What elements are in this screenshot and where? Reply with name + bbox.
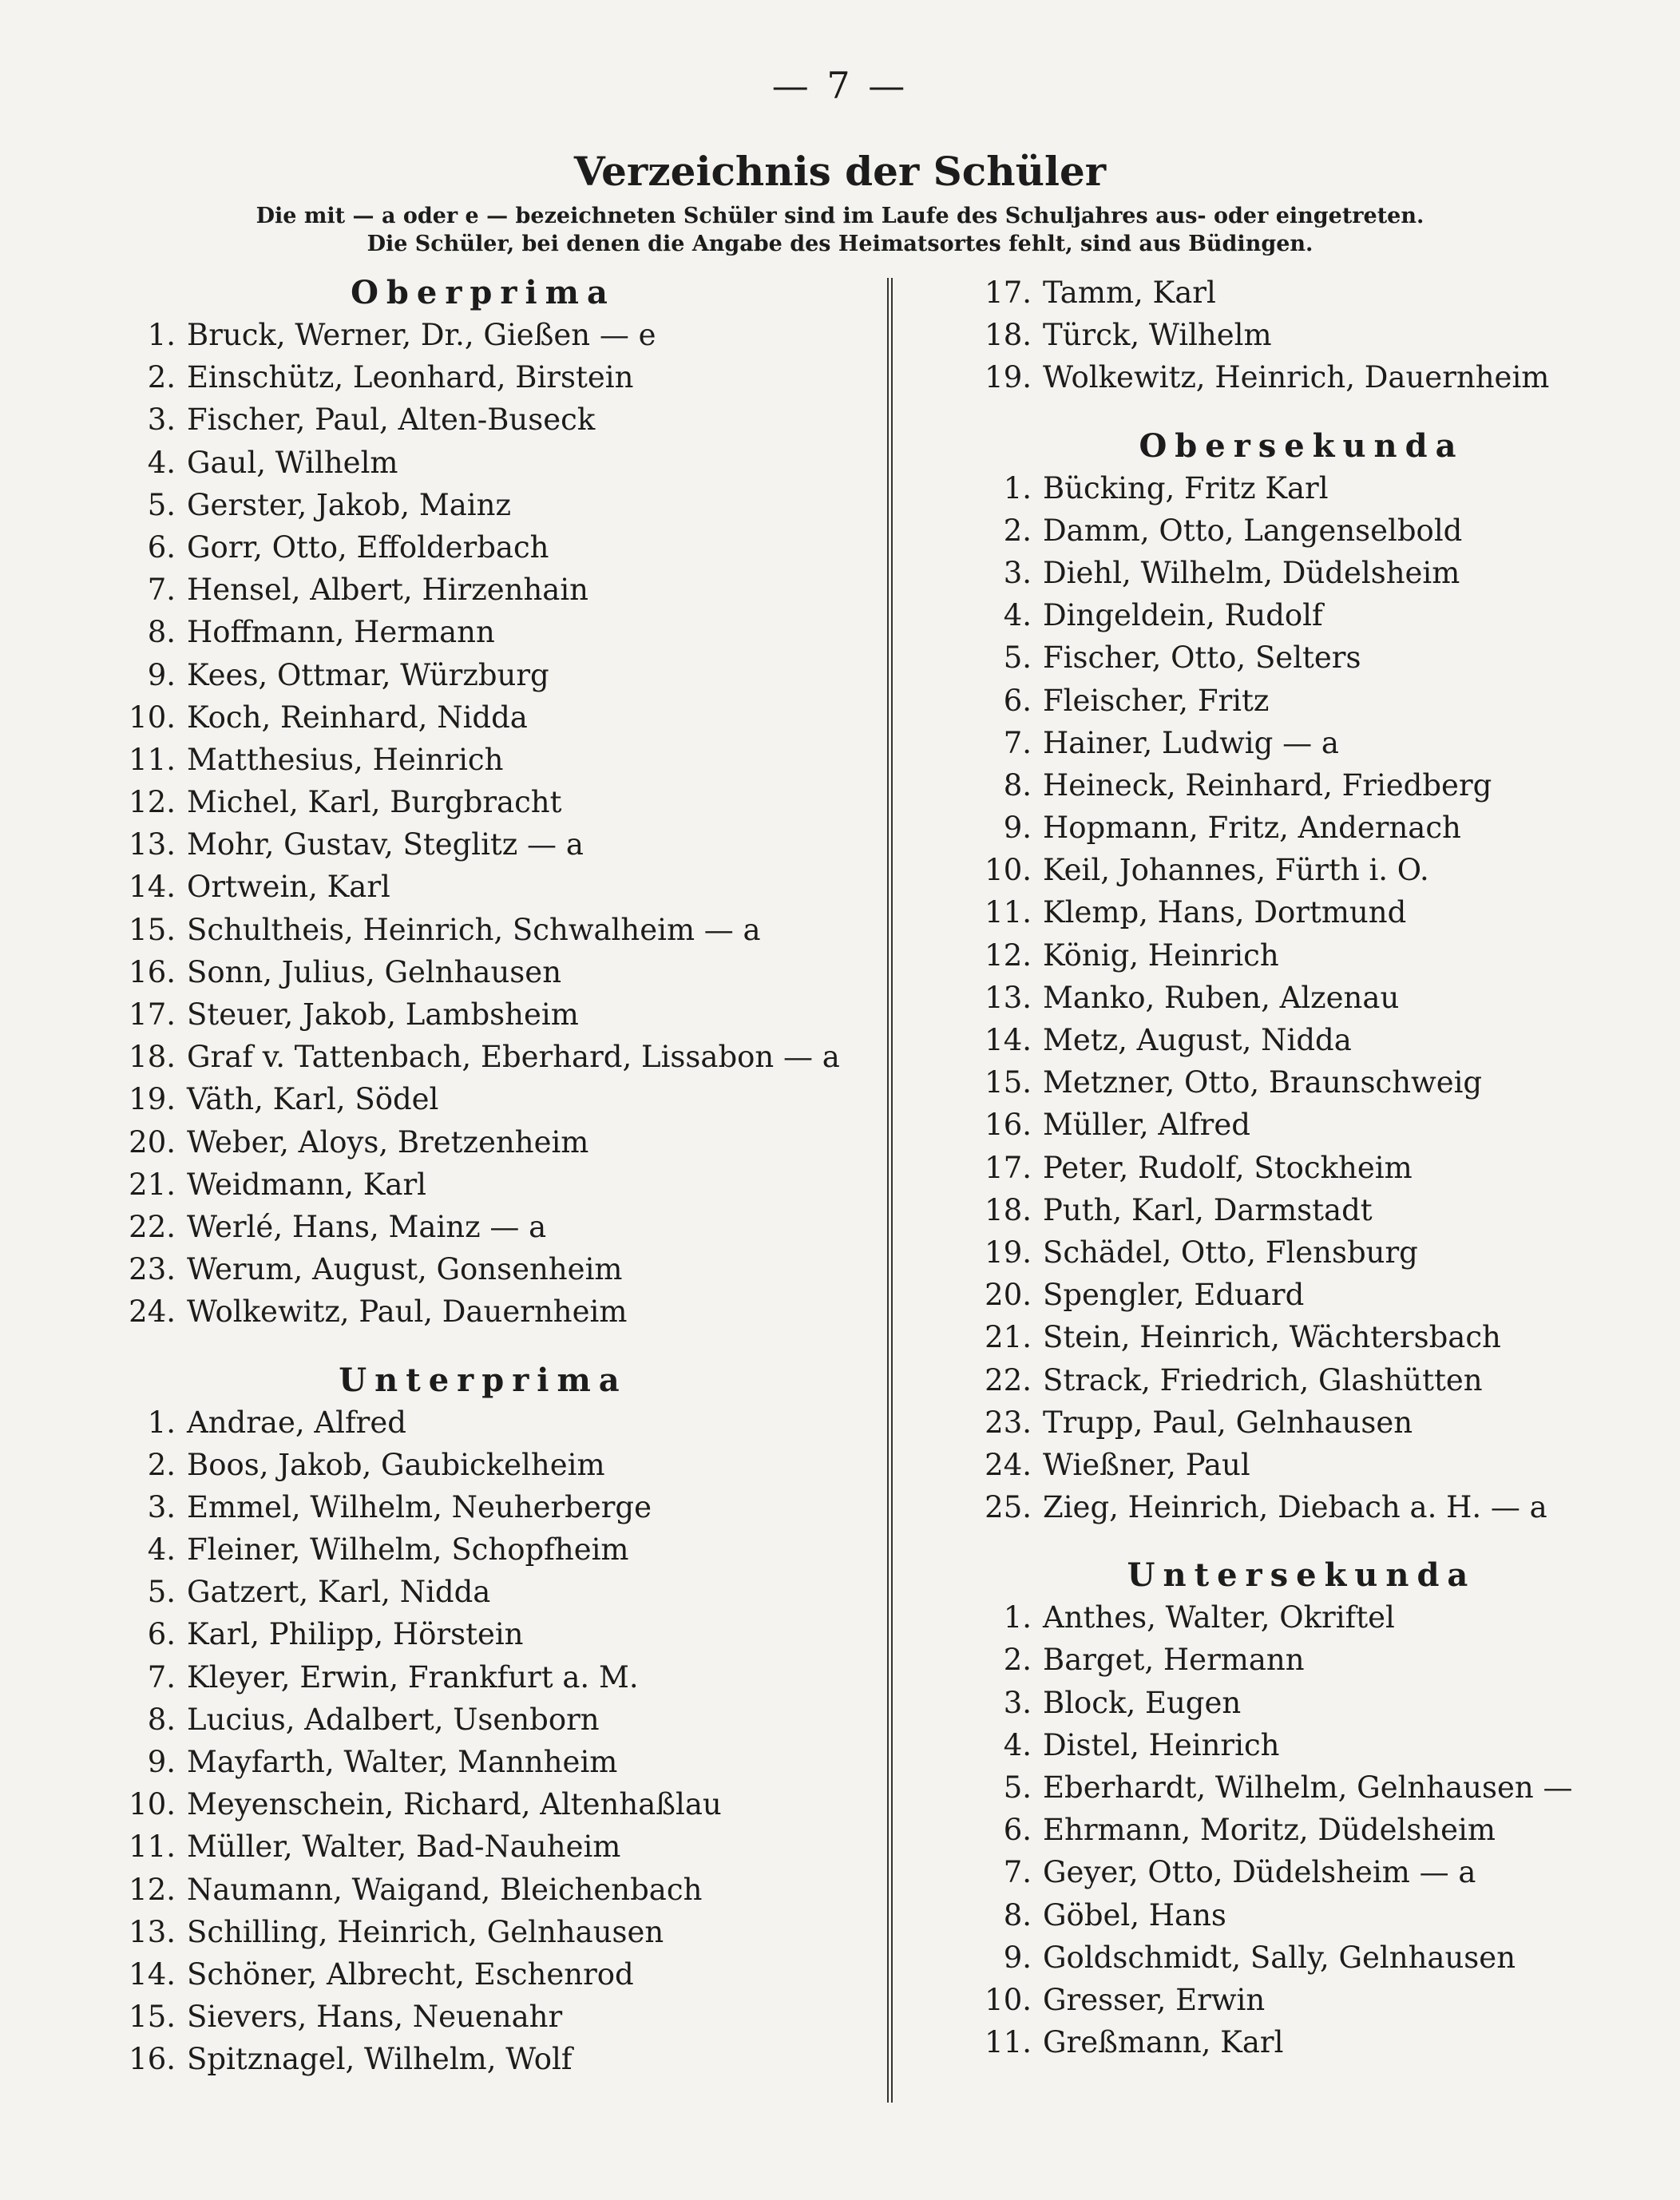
student-name: Goldschmidt, Sally, Gelnhausen bbox=[1043, 1940, 1516, 1975]
student-entry bbox=[112, 1401, 854, 1444]
entry-number: 4. bbox=[1003, 1727, 1032, 1762]
student-name: Stein, Heinrich, Wächtersbach bbox=[1043, 1320, 1501, 1355]
student-entry bbox=[942, 1724, 1661, 1766]
student-name: Wolkewitz, Heinrich, Dauernheim bbox=[1043, 360, 1550, 395]
entry-number: 1. bbox=[1003, 1600, 1032, 1635]
student-name: Werlé, Hans, Mainz — a bbox=[187, 1209, 547, 1244]
student-name: Andrae, Alfred bbox=[187, 1405, 406, 1440]
student-name: Naumann, Waigand, Bleichenbach bbox=[187, 1872, 703, 1907]
student-name: Steuer, Jakob, Lambsheim bbox=[187, 997, 579, 1032]
entry-number: 1. bbox=[1003, 470, 1032, 505]
entry-number: 13. bbox=[129, 1914, 176, 1949]
entry-number: 10. bbox=[985, 1982, 1032, 2017]
student-name: Heineck, Reinhard, Friedberg bbox=[1043, 767, 1492, 803]
entry-number: 22. bbox=[985, 1362, 1032, 1397]
student-entry bbox=[942, 934, 1661, 977]
student-entry bbox=[942, 552, 1661, 594]
entry-number: 20. bbox=[985, 1278, 1032, 1313]
section-title: Unterprima bbox=[339, 1361, 628, 1399]
student-name: Wolkewitz, Paul, Dauernheim bbox=[187, 1294, 628, 1330]
student-name: Barget, Hermann bbox=[1043, 1643, 1305, 1678]
entry-number: 23. bbox=[129, 1252, 176, 1287]
student-entry bbox=[112, 781, 854, 823]
student-entry bbox=[112, 1911, 854, 1953]
entry-number: 14. bbox=[129, 1956, 176, 1992]
student-entry bbox=[942, 1274, 1661, 1316]
student-entry bbox=[942, 1936, 1661, 1979]
student-name: Karl, Philipp, Hörstein bbox=[187, 1617, 524, 1652]
student-name: Weidmann, Karl bbox=[187, 1167, 426, 1202]
entry-number: 16. bbox=[129, 954, 176, 989]
student-entry bbox=[112, 1444, 854, 1486]
student-entry bbox=[112, 866, 854, 908]
section-gap bbox=[112, 1334, 854, 1359]
section-title: Untersekunda bbox=[1127, 1556, 1476, 1595]
student-entry bbox=[112, 823, 854, 866]
student-name: Mohr, Gustav, Steglitz — a bbox=[187, 827, 584, 862]
student-name: Gresser, Erwin bbox=[1043, 1982, 1266, 2017]
student-name: Boos, Jakob, Gaubickelheim bbox=[187, 1447, 605, 1482]
student-name: Michel, Karl, Burgbracht bbox=[187, 785, 562, 820]
student-entry bbox=[112, 526, 854, 569]
student-entry bbox=[112, 611, 854, 653]
student-name: Gerster, Jakob, Mainz bbox=[187, 487, 511, 522]
section-title: Obersekunda bbox=[1139, 426, 1464, 465]
student-entry bbox=[942, 314, 1661, 356]
student-entry bbox=[942, 1596, 1661, 1639]
student-entry bbox=[112, 1656, 854, 1699]
student-entry bbox=[112, 442, 854, 484]
student-name: Matthesius, Heinrich bbox=[187, 742, 504, 777]
student-name: Graf v. Tattenbach, Eberhard, Lissabon — a bbox=[187, 1040, 840, 1075]
entry-number: 2. bbox=[147, 360, 176, 395]
student-name: Eberhardt, Wilhelm, Gelnhausen — bbox=[1043, 1770, 1573, 1805]
student-entry bbox=[942, 1851, 1661, 1893]
entry-number: 18. bbox=[129, 1040, 176, 1075]
student-name: Emmel, Wilhelm, Neuherberge bbox=[187, 1489, 652, 1524]
subtitle-line-2: Die Schüler, bei denen die Angabe des Heimatsortes fehlt, sind aus Büdingen. bbox=[367, 232, 1313, 256]
student-entry bbox=[942, 722, 1661, 764]
student-entry bbox=[112, 1869, 854, 1911]
student-name: Manko, Ruben, Alzenau bbox=[1043, 980, 1400, 1015]
student-name: Göbel, Hans bbox=[1043, 1897, 1226, 1932]
entry-number: 8. bbox=[147, 1702, 176, 1737]
student-name: Geyer, Otto, Düdelsheim — a bbox=[1043, 1855, 1476, 1890]
student-name: Müller, Alfred bbox=[1043, 1108, 1250, 1143]
entry-number: 1. bbox=[147, 318, 176, 352]
student-name: Tamm, Karl bbox=[1043, 275, 1216, 310]
entry-number: 5. bbox=[1003, 640, 1032, 676]
student-name: Mayfarth, Walter, Mannheim bbox=[187, 1745, 618, 1779]
student-name: Gorr, Otto, Effolderbach bbox=[187, 529, 549, 565]
student-name: Gatzert, Karl, Nidda bbox=[187, 1575, 491, 1610]
entry-number: 9. bbox=[147, 1745, 176, 1779]
entry-number: 1. bbox=[147, 1405, 176, 1440]
student-entry bbox=[112, 993, 854, 1036]
student-entry bbox=[942, 1766, 1661, 1809]
student-entry bbox=[112, 1571, 854, 1613]
student-name: Lucius, Adalbert, Usenborn bbox=[187, 1702, 600, 1737]
student-name: Diehl, Wilhelm, Düdelsheim bbox=[1043, 555, 1460, 590]
student-name: Schultheis, Heinrich, Schwalheim — a bbox=[187, 912, 761, 947]
student-entry bbox=[942, 849, 1661, 891]
student-name: Schilling, Heinrich, Gelnhausen bbox=[187, 1914, 664, 1949]
student-entry bbox=[942, 1486, 1661, 1528]
entry-number: 12. bbox=[985, 937, 1032, 973]
student-name: Damm, Otto, Langenselbold bbox=[1043, 513, 1463, 548]
student-entry bbox=[942, 1894, 1661, 1936]
entry-number: 8. bbox=[1003, 1897, 1032, 1932]
student-name: Koch, Reinhard, Nidda bbox=[187, 700, 528, 735]
entry-number: 5. bbox=[147, 1575, 176, 1610]
student-entry bbox=[942, 977, 1661, 1019]
entry-number: 22. bbox=[129, 1209, 176, 1244]
student-name: Peter, Rudolf, Stockheim bbox=[1043, 1150, 1413, 1185]
entry-number: 17. bbox=[985, 275, 1032, 310]
entry-number: 7. bbox=[1003, 1855, 1032, 1890]
student-name: Hoffmann, Hermann bbox=[187, 615, 495, 650]
student-entry bbox=[112, 1206, 854, 1248]
right-column bbox=[942, 272, 1661, 2063]
student-name: Keil, Johannes, Fürth i. O. bbox=[1043, 853, 1429, 888]
entry-number: 7. bbox=[1003, 725, 1032, 760]
student-entry bbox=[942, 891, 1661, 934]
entry-number: 7. bbox=[147, 573, 176, 608]
student-entry bbox=[112, 569, 854, 611]
student-name: Metz, August, Nidda bbox=[1043, 1023, 1352, 1057]
student-entry bbox=[942, 1231, 1661, 1274]
entry-number: 16. bbox=[985, 1108, 1032, 1143]
entry-number: 24. bbox=[129, 1294, 176, 1330]
entry-number: 9. bbox=[1003, 811, 1032, 846]
entry-number: 12. bbox=[129, 785, 176, 820]
entry-number: 4. bbox=[1003, 598, 1032, 633]
student-entry bbox=[942, 764, 1661, 807]
entry-number: 16. bbox=[129, 2042, 176, 2077]
student-entry bbox=[942, 1682, 1661, 1724]
student-entry bbox=[942, 1019, 1661, 1061]
student-name: Fischer, Otto, Selters bbox=[1043, 640, 1361, 676]
entry-number: 3. bbox=[147, 1489, 176, 1524]
student-name: Fleiner, Wilhelm, Schopfheim bbox=[187, 1532, 629, 1568]
student-entry bbox=[112, 314, 854, 356]
student-entry bbox=[942, 272, 1661, 314]
student-name: Block, Eugen bbox=[1043, 1685, 1242, 1720]
student-name: Metzner, Otto, Braunschweig bbox=[1043, 1065, 1483, 1100]
student-name: Müller, Walter, Bad-Nauheim bbox=[187, 1829, 621, 1865]
student-entry bbox=[942, 1104, 1661, 1146]
student-entry bbox=[112, 1290, 854, 1333]
student-entry bbox=[942, 1401, 1661, 1444]
student-name: Väth, Karl, Södel bbox=[187, 1082, 439, 1117]
entry-number: 17. bbox=[985, 1150, 1032, 1185]
entry-number: 4. bbox=[147, 1532, 176, 1568]
student-name: Hopmann, Fritz, Andernach bbox=[1043, 811, 1461, 846]
student-entry bbox=[942, 1147, 1661, 1189]
student-name: Trupp, Paul, Gelnhausen bbox=[1043, 1405, 1413, 1440]
entry-number: 23. bbox=[985, 1405, 1032, 1440]
entry-number: 17. bbox=[129, 997, 176, 1032]
entry-number: 2. bbox=[147, 1447, 176, 1482]
entry-number: 6. bbox=[147, 529, 176, 565]
student-entry bbox=[112, 1036, 854, 1078]
student-entry bbox=[942, 594, 1661, 636]
student-name: Distel, Heinrich bbox=[1043, 1727, 1280, 1762]
student-entry bbox=[942, 1444, 1661, 1486]
student-name: Zieg, Heinrich, Diebach a. H. — a bbox=[1043, 1490, 1547, 1525]
entry-number: 6. bbox=[147, 1617, 176, 1652]
entry-number: 13. bbox=[129, 827, 176, 862]
student-entry bbox=[112, 1163, 854, 1206]
student-name: Schädel, Otto, Flensburg bbox=[1043, 1235, 1418, 1270]
student-name: Anthes, Walter, Okriftel bbox=[1043, 1600, 1395, 1635]
entry-number: 10. bbox=[985, 853, 1032, 888]
student-entry bbox=[942, 807, 1661, 849]
student-entry bbox=[112, 356, 854, 398]
student-name: Werum, August, Gonsenheim bbox=[187, 1252, 623, 1287]
student-name: Puth, Karl, Darmstadt bbox=[1043, 1192, 1373, 1227]
student-entry bbox=[942, 1639, 1661, 1681]
student-entry bbox=[112, 1996, 854, 2038]
student-name: Hensel, Albert, Hirzenhain bbox=[187, 573, 589, 608]
student-entry bbox=[112, 1613, 854, 1655]
student-entry bbox=[942, 1061, 1661, 1104]
student-entry bbox=[112, 1528, 854, 1571]
entry-number: 15. bbox=[985, 1065, 1032, 1100]
student-entry bbox=[112, 1486, 854, 1528]
student-entry bbox=[942, 1316, 1661, 1358]
entry-number: 3. bbox=[1003, 1685, 1032, 1720]
column-divider bbox=[887, 278, 893, 2103]
student-entry bbox=[942, 356, 1661, 398]
section-title: Oberprima bbox=[351, 274, 616, 311]
student-entry bbox=[112, 2038, 854, 2080]
student-name: Kleyer, Erwin, Frankfurt a. M. bbox=[187, 1659, 639, 1695]
entry-number: 7. bbox=[147, 1659, 176, 1695]
entry-number: 14. bbox=[985, 1023, 1032, 1057]
entry-number: 3. bbox=[147, 402, 176, 438]
entry-number: 5. bbox=[1003, 1770, 1032, 1805]
student-name: Sonn, Julius, Gelnhausen bbox=[187, 954, 562, 989]
entry-number: 11. bbox=[985, 2025, 1032, 2060]
student-entry bbox=[942, 467, 1661, 509]
student-name: Bücking, Fritz Karl bbox=[1043, 470, 1329, 505]
entry-number: 12. bbox=[129, 1872, 176, 1907]
student-entry bbox=[112, 1699, 854, 1741]
student-entry bbox=[112, 1783, 854, 1825]
student-name: Hainer, Ludwig — a bbox=[1043, 725, 1339, 760]
student-entry bbox=[942, 1809, 1661, 1851]
entry-number: 15. bbox=[129, 912, 176, 947]
student-entry bbox=[112, 484, 854, 526]
student-name: Bruck, Werner, Dr., Gießen — e bbox=[187, 318, 656, 352]
student-entry bbox=[112, 1121, 854, 1163]
entry-number: 8. bbox=[1003, 767, 1032, 803]
entry-number: 14. bbox=[129, 870, 176, 905]
entry-number: 19. bbox=[129, 1082, 176, 1117]
entry-number: 15. bbox=[129, 2000, 176, 2035]
student-name: Fleischer, Fritz bbox=[1043, 683, 1270, 718]
student-name: Einschütz, Leonhard, Birstein bbox=[187, 360, 634, 395]
section-gap bbox=[942, 399, 1661, 425]
student-entry bbox=[112, 739, 854, 781]
entry-number: 6. bbox=[1003, 1813, 1032, 1848]
student-name: Meyenschein, Richard, Altenhaßlau bbox=[187, 1787, 722, 1822]
student-name: Türck, Wilhelm bbox=[1043, 318, 1272, 353]
entry-number: 20. bbox=[129, 1124, 176, 1159]
entry-number: 2. bbox=[1003, 1643, 1032, 1678]
student-name: Schöner, Albrecht, Eschenrod bbox=[187, 1956, 634, 1992]
entry-number: 8. bbox=[147, 615, 176, 650]
student-entry bbox=[942, 1189, 1661, 1231]
student-name: Weber, Aloys, Bretzenheim bbox=[187, 1124, 589, 1159]
entry-number: 19. bbox=[985, 1235, 1032, 1270]
entry-number: 11. bbox=[129, 1829, 176, 1865]
student-entry bbox=[942, 1979, 1661, 2021]
student-name: Dingeldein, Rudolf bbox=[1043, 598, 1323, 633]
entry-number: 2. bbox=[1003, 513, 1032, 548]
student-name: Sievers, Hans, Neuenahr bbox=[187, 2000, 563, 2035]
entry-number: 3. bbox=[1003, 555, 1032, 590]
entry-number: 11. bbox=[129, 742, 176, 777]
student-name: König, Heinrich bbox=[1043, 937, 1279, 973]
student-name: Ehrmann, Moritz, Düdelsheim bbox=[1043, 1813, 1496, 1848]
entry-number: 18. bbox=[985, 318, 1032, 353]
student-entry bbox=[942, 509, 1661, 552]
student-entry bbox=[942, 1359, 1661, 1401]
entry-number: 19. bbox=[985, 360, 1032, 395]
student-name: Ortwein, Karl bbox=[187, 870, 390, 905]
student-name: Gaul, Wilhelm bbox=[187, 445, 398, 480]
student-entry bbox=[112, 1825, 854, 1868]
student-name: Strack, Friedrich, Glashütten bbox=[1043, 1362, 1483, 1397]
page-number: — 7 — bbox=[771, 64, 909, 107]
entry-number: 18. bbox=[985, 1192, 1032, 1227]
student-entry bbox=[112, 654, 854, 696]
entry-number: 21. bbox=[129, 1167, 176, 1202]
section-gap bbox=[942, 1528, 1661, 1554]
student-name: Fischer, Paul, Alten-Buseck bbox=[187, 402, 596, 438]
student-name: Spengler, Eduard bbox=[1043, 1278, 1305, 1313]
student-entry bbox=[942, 680, 1661, 722]
student-entry bbox=[112, 909, 854, 951]
student-name: Kees, Ottmar, Würzburg bbox=[187, 657, 549, 692]
entry-number: 10. bbox=[129, 1787, 176, 1822]
student-name: Greßmann, Karl bbox=[1043, 2025, 1284, 2060]
entry-number: 10. bbox=[129, 700, 176, 735]
entry-number: 5. bbox=[147, 487, 176, 522]
student-entry bbox=[942, 636, 1661, 679]
entry-number: 11. bbox=[985, 895, 1032, 930]
entry-number: 13. bbox=[985, 980, 1032, 1015]
student-entry bbox=[112, 398, 854, 441]
student-entry bbox=[942, 2021, 1661, 2063]
student-entry bbox=[112, 951, 854, 993]
student-name: Spitznagel, Wilhelm, Wolf bbox=[187, 2042, 573, 2077]
entry-number: 21. bbox=[985, 1320, 1032, 1355]
entry-number: 4. bbox=[147, 445, 176, 480]
entry-number: 6. bbox=[1003, 683, 1032, 718]
student-entry bbox=[112, 1953, 854, 1996]
page-title: Verzeichnis der Schüler bbox=[573, 148, 1107, 195]
student-entry bbox=[112, 696, 854, 739]
student-entry bbox=[112, 1741, 854, 1783]
entry-number: 25. bbox=[985, 1490, 1032, 1525]
student-entry bbox=[112, 1078, 854, 1120]
entry-number: 24. bbox=[985, 1447, 1032, 1482]
entry-number: 9. bbox=[147, 657, 176, 692]
student-name: Klemp, Hans, Dortmund bbox=[1043, 895, 1407, 930]
left-column bbox=[112, 272, 854, 2081]
student-name: Wießner, Paul bbox=[1043, 1447, 1250, 1482]
subtitle-line-1: Die mit — a oder e — bezeichneten Schüler sind im Laufe des Schuljahres aus- oder eingetreten. bbox=[256, 204, 1424, 228]
student-entry bbox=[112, 1248, 854, 1290]
entry-number: 9. bbox=[1003, 1940, 1032, 1975]
